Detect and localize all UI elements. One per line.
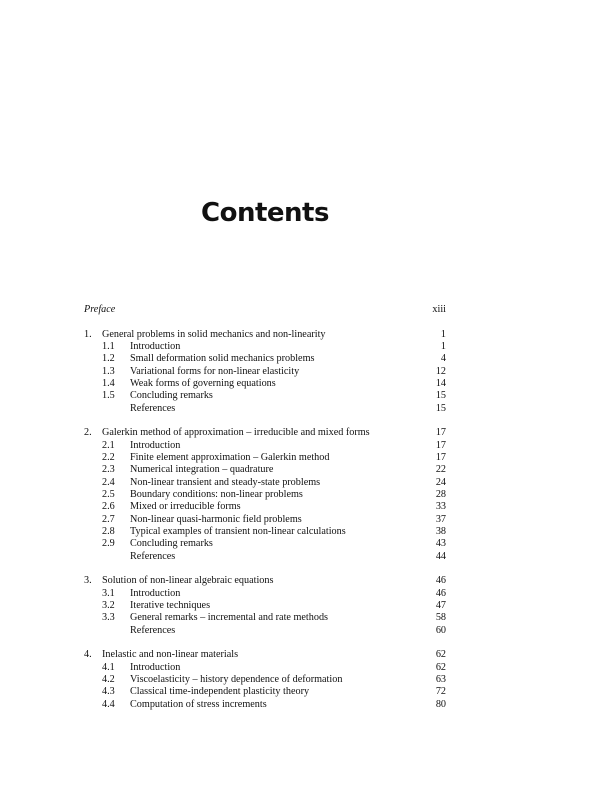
toc-section-page: 62 <box>435 661 446 673</box>
toc-section-page: 33 <box>435 501 446 513</box>
toc-section-row[interactable] <box>84 686 446 698</box>
toc-section-page: 15 <box>435 402 446 414</box>
toc-section-row[interactable] <box>84 501 446 513</box>
toc-section-page: 15 <box>435 390 446 402</box>
toc-section-title: Concluding remarks <box>130 390 213 402</box>
toc-section-number: 3.3 <box>102 612 115 624</box>
toc-section-title: Non-linear quasi-harmonic field problems <box>130 513 302 525</box>
toc-section-number: 2.4 <box>102 476 115 488</box>
toc-section-row[interactable] <box>84 588 446 600</box>
toc-section-title: References <box>130 402 176 414</box>
toc-chapter-title: Solution of non-linear algebraic equations <box>102 575 274 587</box>
toc-section-row[interactable] <box>84 477 446 489</box>
toc-section-page: 63 <box>435 674 446 686</box>
toc-section-page: 47 <box>435 600 446 612</box>
toc-section-number: 3.2 <box>102 600 115 612</box>
toc-spacer <box>84 637 446 649</box>
toc-section-number: 4.1 <box>102 661 115 673</box>
toc-section-page: 14 <box>435 378 446 390</box>
page-title: Contents <box>201 198 329 228</box>
toc-chapter-row[interactable] <box>84 575 446 587</box>
toc-section-title: Classical time-independent plasticity theory <box>130 686 310 698</box>
toc-chapter-row[interactable] <box>84 427 446 439</box>
toc-section-number: 2.7 <box>102 513 115 525</box>
toc-section-number: 2.1 <box>102 439 115 451</box>
toc-chapter-page: 46 <box>435 575 446 587</box>
toc-section-number: 3.1 <box>102 587 115 599</box>
toc-section-page: 37 <box>435 513 446 525</box>
toc-chapter-page: 1 <box>440 328 446 340</box>
toc-section-title: Introduction <box>130 340 181 352</box>
toc-section-page: 17 <box>435 452 446 464</box>
toc-section-title: Numerical integration – quadrature <box>130 464 274 476</box>
toc-section-row[interactable] <box>84 464 446 476</box>
toc-section-number: 1.1 <box>102 340 115 352</box>
toc-entry-preface[interactable] <box>84 304 446 316</box>
toc-section-number: 4.2 <box>102 674 115 686</box>
toc-section-page: 44 <box>435 550 446 562</box>
toc-chapter-title: Inelastic and non-linear materials <box>102 649 239 661</box>
toc-section-number: 1.2 <box>102 353 115 365</box>
toc-section-title: Mixed or irreducible forms <box>130 501 241 513</box>
toc-section-page: 22 <box>435 464 446 476</box>
toc-section-page: 28 <box>435 489 446 501</box>
toc-section-row[interactable] <box>84 440 446 452</box>
toc-chapter-page: 17 <box>435 427 446 439</box>
toc-section-row[interactable] <box>84 699 446 711</box>
toc-section-row[interactable] <box>84 378 446 390</box>
toc-section-title: Introduction <box>130 587 181 599</box>
toc-spacer <box>84 415 446 427</box>
toc-section-page: 80 <box>435 698 446 710</box>
toc-entry-page: xiii <box>432 304 446 315</box>
toc-section-page: 43 <box>435 538 446 550</box>
toc-section-page: 38 <box>435 526 446 538</box>
toc-section-page: 12 <box>435 365 446 377</box>
toc-section-row[interactable] <box>84 600 446 612</box>
toc-section-number: 1.4 <box>102 378 115 390</box>
toc-section-page: 46 <box>435 587 446 599</box>
toc-section-row[interactable] <box>84 662 446 674</box>
toc-section-number: 2.5 <box>102 489 115 501</box>
toc-section-title: Weak forms of governing equations <box>130 378 276 390</box>
toc-section-page: 17 <box>435 439 446 451</box>
toc-section-title: Typical examples of transient non-linear calculations <box>130 526 346 538</box>
toc-section-row[interactable] <box>84 674 446 686</box>
toc-section-number: 2.6 <box>102 501 115 513</box>
toc-section-number: 2.3 <box>102 464 115 476</box>
toc-section-number: 2.8 <box>102 526 115 538</box>
toc-section-title: Iterative techniques <box>130 600 211 612</box>
toc-section-number: 4.3 <box>102 686 115 698</box>
toc-section-page: 1 <box>440 340 446 352</box>
toc-section-row[interactable] <box>84 341 446 353</box>
toc-section-page: 58 <box>435 612 446 624</box>
toc-chapter-row[interactable] <box>84 649 446 661</box>
toc-section-page: 24 <box>435 476 446 488</box>
toc-section-number: 4.4 <box>102 698 115 710</box>
toc-chapter-number: 1. <box>84 328 92 340</box>
toc-section-title: Concluding remarks <box>130 538 213 550</box>
toc-section-title: References <box>130 550 176 562</box>
toc-section-title: Small deformation solid mechanics problems <box>130 353 315 365</box>
toc-spacer <box>84 316 446 328</box>
toc-section-title: Variational forms for non-linear elasticity <box>130 365 300 377</box>
toc-chapter-number: 3. <box>84 575 92 587</box>
toc-section-title: Introduction <box>130 661 181 673</box>
toc-section-page: 4 <box>440 353 446 365</box>
toc-section-number: 1.3 <box>102 365 115 377</box>
toc-section-title: General remarks – incremental and rate methods <box>130 612 329 624</box>
toc-section-title: Introduction <box>130 439 181 451</box>
toc-chapter-number: 2. <box>84 427 92 439</box>
table-of-contents <box>84 304 446 711</box>
toc-chapter-number: 4. <box>84 649 92 661</box>
toc-chapter-title: Galerkin method of approximation – irreducible and mixed forms <box>102 427 370 439</box>
toc-section-title: Computation of stress increments <box>130 698 267 710</box>
toc-section-title: Finite element approximation – Galerkin method <box>130 452 330 464</box>
toc-section-row[interactable] <box>84 390 446 402</box>
toc-chapter-page: 62 <box>435 649 446 661</box>
toc-section-number: 2.9 <box>102 538 115 550</box>
toc-section-row[interactable] <box>84 526 446 538</box>
toc-section-row[interactable] <box>84 514 446 526</box>
toc-chapter-title: General problems in solid mechanics and non-linearity <box>102 328 326 340</box>
toc-section-number: 2.2 <box>102 452 115 464</box>
toc-section-title: Non-linear transient and steady-state problems <box>130 476 321 488</box>
toc-section-row[interactable] <box>84 612 446 624</box>
toc-section-page: 72 <box>435 686 446 698</box>
toc-references-row[interactable] <box>84 551 446 563</box>
toc-entry-title: Preface <box>84 304 116 315</box>
toc-spacer <box>84 563 446 575</box>
toc-section-row[interactable] <box>84 353 446 365</box>
toc-section-row[interactable] <box>84 538 446 550</box>
toc-section-row[interactable] <box>84 452 446 464</box>
toc-chapter-row[interactable] <box>84 329 446 341</box>
toc-section-page: 60 <box>435 624 446 636</box>
toc-section-row[interactable] <box>84 489 446 501</box>
toc-section-title: References <box>130 624 176 636</box>
toc-section-row[interactable] <box>84 366 446 378</box>
toc-section-title: Viscoelasticity – history dependence of deformation <box>130 674 343 686</box>
toc-section-number: 1.5 <box>102 390 115 402</box>
toc-references-row[interactable] <box>84 625 446 637</box>
toc-section-title: Boundary conditions: non-linear problems <box>130 489 303 501</box>
toc-references-row[interactable] <box>84 403 446 415</box>
